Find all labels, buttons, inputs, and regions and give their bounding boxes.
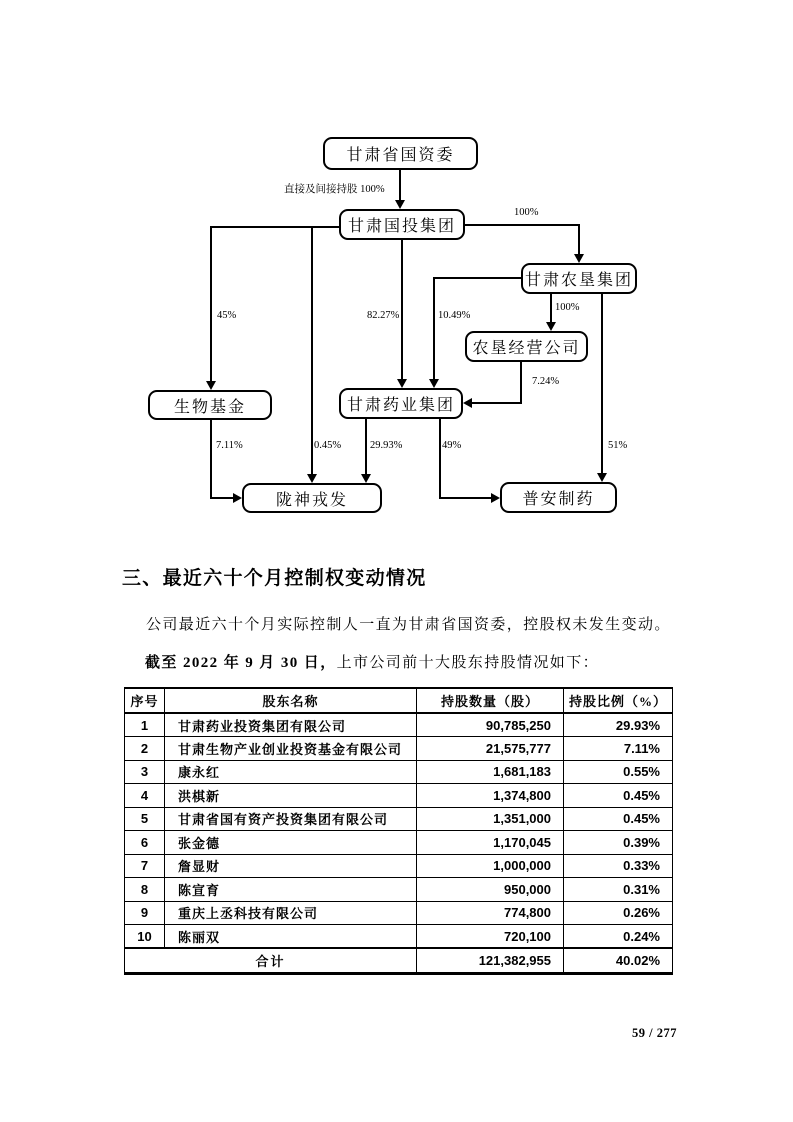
edge-label-7-11: 7.11%: [216, 440, 243, 451]
cell-shareholder-name: 陈宣育: [165, 878, 417, 902]
edge-label-direct-indirect: 直接及间接持股 100%: [283, 181, 386, 196]
section-heading: 三、最近六十个月控制权变动情况: [122, 568, 427, 589]
cell-index: 7: [125, 854, 165, 878]
cell-index: 8: [125, 878, 165, 902]
edge-line: [401, 240, 403, 380]
edge-arrowhead: [546, 322, 556, 331]
cell-percentage: 0.31%: [564, 878, 673, 902]
edge-arrowhead: [397, 379, 407, 388]
cell-percentage: 0.39%: [564, 831, 673, 855]
edge-line: [210, 420, 212, 499]
edge-line: [520, 362, 522, 404]
cell-index: 9: [125, 901, 165, 925]
edge-label-82-27: 82.27%: [367, 310, 400, 321]
edge-arrowhead: [307, 474, 317, 483]
cell-shareholder-name: 张金德: [165, 831, 417, 855]
edge-label-7-24: 7.24%: [532, 376, 560, 387]
edge-label-49: 49%: [442, 440, 462, 451]
cell-percentage: 0.26%: [564, 901, 673, 925]
diagram-node-guotou: 甘肃国投集团: [339, 209, 465, 240]
table-row: [125, 737, 673, 761]
edge-arrowhead: [206, 381, 216, 390]
cell-shares: 1,170,045: [417, 831, 564, 855]
table-row: [125, 854, 673, 878]
edge-line: [550, 294, 552, 323]
edge-line: [399, 170, 401, 201]
table-row: [125, 807, 673, 831]
cell-shareholder-name: 甘肃生物产业创业投资基金有限公司: [165, 737, 417, 761]
table-row: [125, 925, 673, 949]
table-row: [125, 901, 673, 925]
edge-line: [439, 419, 441, 499]
cell-index: 4: [125, 784, 165, 808]
edge-label-100-nkjy: 100%: [555, 302, 580, 313]
cell-shares: 1,351,000: [417, 807, 564, 831]
edge-label-29-93: 29.93%: [370, 440, 403, 451]
edge-line: [578, 224, 580, 255]
cell-total-shares: 121,382,955: [417, 948, 564, 973]
cell-shareholder-name: 重庆上丞科技有限公司: [165, 901, 417, 925]
header-cell-index: 序号: [125, 688, 165, 713]
cell-shares: 21,575,777: [417, 737, 564, 761]
edge-line: [601, 294, 603, 474]
diagram-node-puan: 普安制药: [500, 482, 617, 513]
cell-shareholder-name: 甘肃省国有资产投资集团有限公司: [165, 807, 417, 831]
edge-arrowhead: [597, 473, 607, 482]
paragraph-shareholders-intro: [145, 651, 599, 672]
table-row: [125, 713, 673, 737]
cell-total-percentage: 40.02%: [564, 948, 673, 973]
cell-shares: 1,000,000: [417, 854, 564, 878]
paragraph-control-change-text: 公司最近六十个月实际控制人一直为甘肃省国资委，控股权未发生变动。: [146, 617, 671, 633]
edge-arrowhead: [429, 379, 439, 388]
shareholders-table: [124, 687, 673, 975]
cell-percentage: 29.93%: [564, 713, 673, 737]
cell-index: 2: [125, 737, 165, 761]
diagram-node-yaoye: 甘肃药业集团: [339, 388, 463, 419]
diagram-node-nongken: 甘肃农垦集团: [521, 263, 637, 294]
edge-line: [311, 226, 313, 475]
edge-line: [433, 277, 435, 380]
header-cell-shareholder-name: 股东名称: [165, 688, 417, 713]
cell-percentage: 0.45%: [564, 784, 673, 808]
cell-shares: 950,000: [417, 878, 564, 902]
edge-arrowhead: [463, 398, 472, 408]
cell-percentage: 0.24%: [564, 925, 673, 949]
diagram-node-guoziwei: 甘肃省国资委: [323, 137, 478, 170]
cell-shares: 720,100: [417, 925, 564, 949]
cell-shareholder-name: 詹显财: [165, 854, 417, 878]
cell-total-label: 合计: [125, 948, 417, 973]
shareholders-intro-text: 上市公司前十大股东持股情况如下：: [336, 655, 600, 671]
edge-arrowhead: [395, 200, 405, 209]
table-total-row: [125, 948, 673, 973]
cell-shareholder-name: 洪棋新: [165, 784, 417, 808]
edge-label-51: 51%: [608, 440, 628, 451]
edge-label-100-nongken-group: 100%: [514, 207, 539, 218]
edge-line: [210, 226, 212, 382]
cell-percentage: 0.55%: [564, 760, 673, 784]
edge-arrowhead: [491, 493, 500, 503]
edge-label-0-45: 0.45%: [314, 440, 342, 451]
header-cell-percentage: 持股比例（%）: [564, 688, 673, 713]
cell-index: 5: [125, 807, 165, 831]
cell-index: 10: [125, 925, 165, 949]
edge-arrowhead: [574, 254, 584, 263]
cell-index: 1: [125, 713, 165, 737]
cell-shares: 90,785,250: [417, 713, 564, 737]
edge-line: [210, 226, 340, 228]
table-row: [125, 878, 673, 902]
cell-shareholder-name: 甘肃药业投资集团有限公司: [165, 713, 417, 737]
diagram-node-shengwu: 生物基金: [148, 390, 272, 420]
header-cell-shares: 持股数量（股）: [417, 688, 564, 713]
edge-line: [365, 419, 367, 475]
edge-line: [433, 277, 521, 279]
as-of-date-text: 截至 2022 年 9 月 30 日，: [145, 655, 337, 671]
edge-line: [465, 224, 580, 226]
cell-percentage: 7.11%: [564, 737, 673, 761]
cell-shares: 1,374,800: [417, 784, 564, 808]
cell-percentage: 0.33%: [564, 854, 673, 878]
edge-line: [472, 402, 522, 404]
cell-index: 3: [125, 760, 165, 784]
page-number: 59 / 277: [632, 1026, 677, 1040]
paragraph-control-change: [146, 613, 671, 634]
diagram-node-nkjy: 农垦经营公司: [465, 331, 588, 362]
edge-arrowhead: [233, 493, 242, 503]
edge-arrowhead: [361, 474, 371, 483]
diagram-node-longshen: 陇神戎发: [242, 483, 382, 513]
edge-line: [210, 497, 235, 499]
cell-shares: 1,681,183: [417, 760, 564, 784]
table-row: [125, 831, 673, 855]
cell-percentage: 0.45%: [564, 807, 673, 831]
cell-index: 6: [125, 831, 165, 855]
table-header-row: [125, 688, 673, 713]
cell-shareholder-name: 陈丽双: [165, 925, 417, 949]
cell-shareholder-name: 康永红: [165, 760, 417, 784]
cell-shares: 774,800: [417, 901, 564, 925]
edge-label-10-49: 10.49%: [438, 310, 471, 321]
table-row: [125, 760, 673, 784]
edge-label-45: 45%: [217, 310, 237, 321]
table-row: [125, 784, 673, 808]
edge-line: [439, 497, 491, 499]
